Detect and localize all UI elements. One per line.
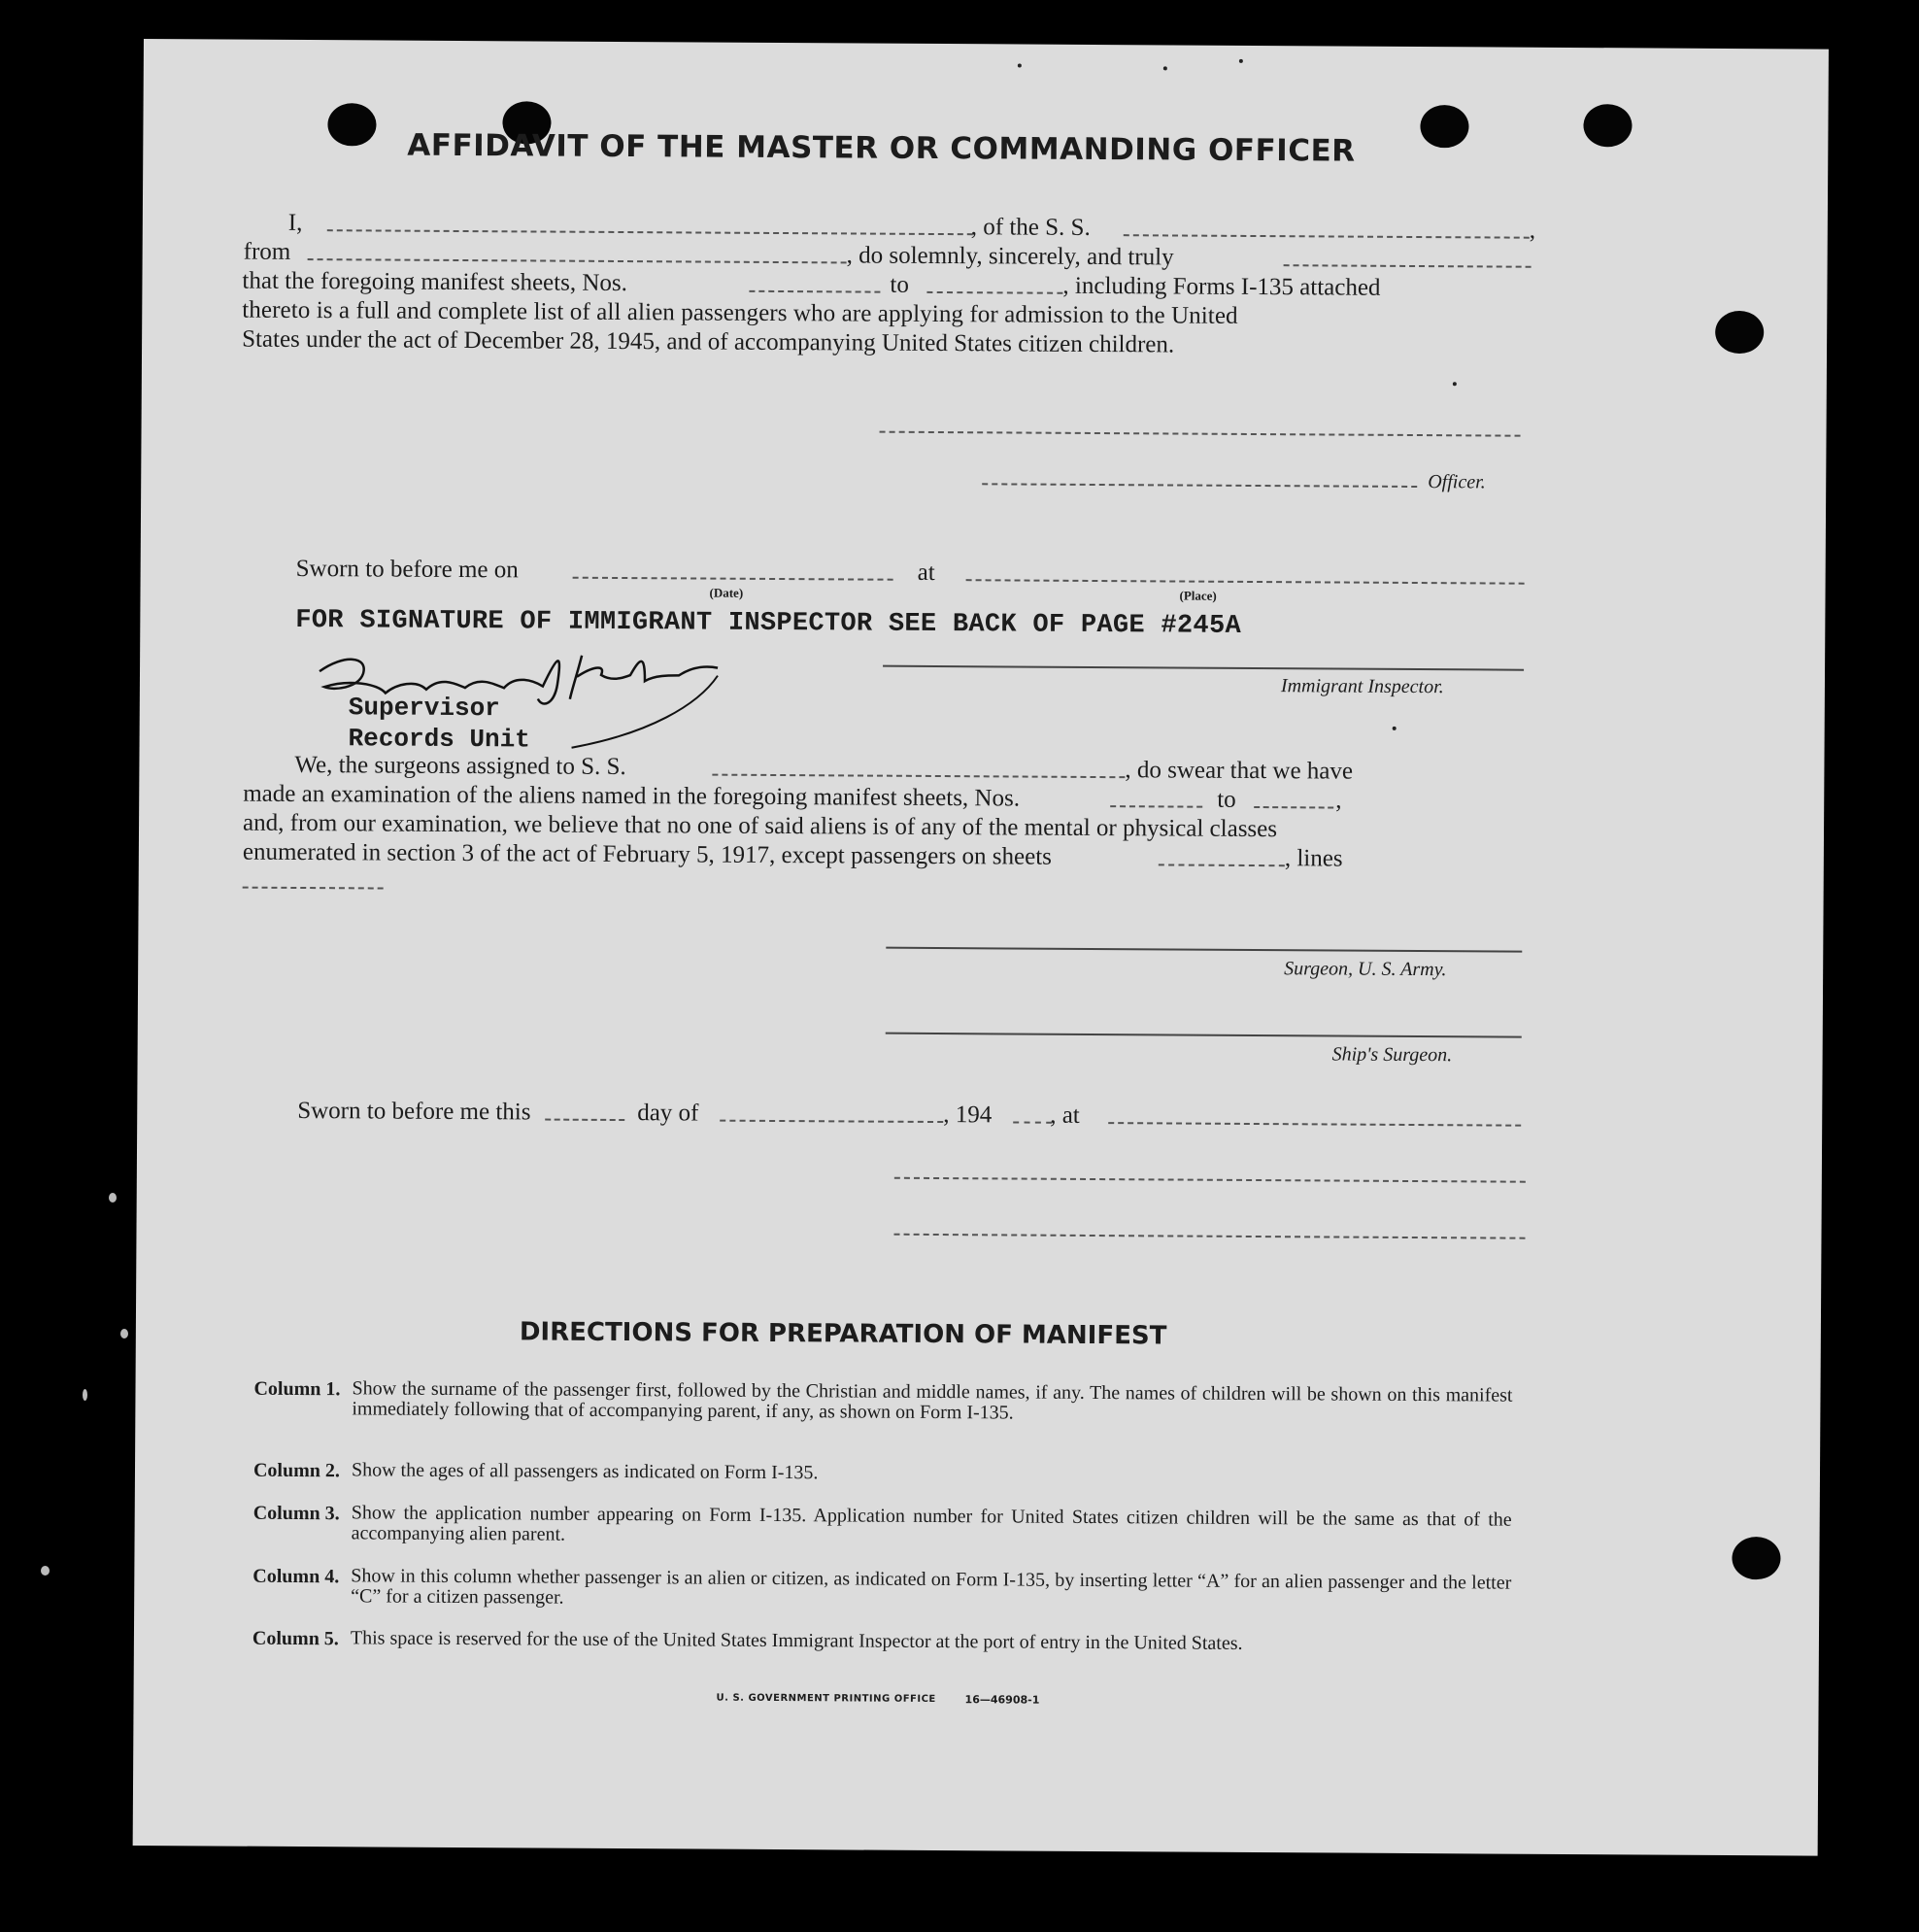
directions-col1-text: Show the surname of the passenger first, followed by the Christian and middle names, if any. The names of children will be shown on this manifest immediately following that of accompanying parent, if any, as shown on Form I-135.: [352, 1377, 1513, 1424]
punch-hole: [1715, 311, 1764, 354]
sworn2-day-field[interactable]: [545, 1119, 624, 1122]
except-sheets-field[interactable]: [1159, 864, 1285, 866]
army-surgeon-label: Surgeon, U. S. Army.: [1284, 958, 1447, 981]
from-port-field[interactable]: [308, 258, 847, 263]
affidavit-solemnly: , do solemnly, sincerely, and truly: [846, 242, 1174, 271]
master-name-field[interactable]: [327, 229, 973, 235]
directions-title: DIRECTIONS FOR PREPARATION OF MANIFEST: [519, 1317, 1167, 1351]
records-unit: Records Unit: [348, 724, 530, 755]
truly-field[interactable]: [1284, 264, 1532, 268]
sworn2-year-field[interactable]: [1013, 1121, 1052, 1123]
punch-hole: [1420, 105, 1468, 148]
inspector-stamp: FOR SIGNATURE OF IMMIGRANT INSPECTOR SEE BACK OF PAGE #245A: [295, 605, 1242, 641]
speck: [1453, 382, 1457, 386]
margin-speck: [109, 1193, 117, 1203]
surgeons-sheet-to-field[interactable]: [1254, 806, 1333, 809]
ship-surgeon-label: Ship's Surgeon.: [1331, 1043, 1453, 1067]
margin-speck: [83, 1389, 87, 1401]
place-label: (Place): [1179, 588, 1217, 603]
surgeons-line3: and, from our examination, we believe that no one of said aliens is of any of the mental or physical classes: [242, 809, 1278, 843]
ship-surgeon-signature-line[interactable]: [886, 1033, 1522, 1038]
officer-label: Officer.: [1428, 471, 1486, 493]
sworn-place-field[interactable]: [966, 579, 1525, 585]
sworn2-signature-line-2[interactable]: [893, 1234, 1525, 1239]
date-label: (Date): [709, 585, 744, 600]
form-page: [133, 39, 1829, 1856]
supervisor-title: Supervisor: [348, 693, 500, 724]
margin-speck: [41, 1566, 50, 1576]
sworn-at: at: [917, 559, 935, 586]
affidavit-of-ss: , of the S. S.: [970, 214, 1091, 241]
sworn2-place-field[interactable]: [1108, 1122, 1521, 1127]
sworn2-at: , at: [1050, 1102, 1080, 1129]
directions-col2-label: Column 2.: [252, 1459, 340, 1482]
form-code: 16—46908-1: [964, 1693, 1040, 1707]
margin-speck: [120, 1329, 128, 1339]
sworn-before-this: Sworn to before me this: [297, 1097, 531, 1126]
sworn2-year: , 194: [943, 1102, 993, 1129]
speck: [1018, 63, 1022, 67]
surgeons-line1-start: We, the surgeons assigned to S. S.: [294, 751, 626, 781]
inspector-signature-line[interactable]: [883, 665, 1524, 671]
surgeons-to: to: [1217, 786, 1236, 813]
directions-col5-text: This space is reserved for the use of the United States Immigrant Inspector at the port of entry in the United States.: [350, 1627, 1243, 1654]
affidavit-line5: States under the act of December 28, 1945, and of accompanying United States citizen children.: [242, 325, 1175, 358]
ship-name-field[interactable]: [1124, 234, 1530, 239]
directions-col1-label: Column 1.: [253, 1377, 341, 1401]
surgeons-line1-end: , do swear that we have: [1125, 757, 1354, 785]
sworn-before-on: Sworn to before me on: [295, 555, 519, 584]
officer-signature-line-2[interactable]: [982, 483, 1417, 488]
army-surgeon-signature-line[interactable]: [886, 947, 1522, 953]
affidavit-including: , including Forms I-135 attached: [1062, 272, 1381, 301]
affidavit-comma: ,: [1529, 217, 1536, 244]
sheet-nos-to-field[interactable]: [926, 291, 1062, 294]
directions-col4-label: Column 4.: [252, 1565, 340, 1588]
sworn-date-field[interactable]: [573, 577, 893, 581]
affidavit-title: AFFIDAVIT OF THE MASTER OR COMMANDING OFFICER: [407, 127, 1356, 169]
inspector-label: Immigrant Inspector.: [1280, 675, 1444, 698]
printer-imprint: U. S. GOVERNMENT PRINTING OFFICE: [716, 1692, 936, 1706]
punch-hole: [1583, 104, 1632, 147]
sheet-nos-from-field[interactable]: [749, 290, 880, 293]
punch-hole: [327, 103, 376, 146]
affidavit-line4: thereto is a full and complete list of all alien passengers who are applying for admission to the United: [242, 296, 1238, 329]
sworn2-month-field[interactable]: [720, 1120, 943, 1123]
surgeons-comma: ,: [1335, 787, 1342, 814]
affidavit-manifest-sheets: that the foregoing manifest sheets, Nos.: [242, 267, 627, 297]
surgeons-line2-start: made an examination of the aliens named in the foregoing manifest sheets, Nos.: [243, 780, 1021, 812]
except-lines-field[interactable]: [243, 887, 384, 890]
affidavit-to: to: [890, 271, 910, 298]
surgeons-lines: , lines: [1284, 845, 1343, 872]
directions-col2-text: Show the ages of all passengers as indicated on Form I-135.: [351, 1459, 819, 1484]
directions-col4-text: Show in this column whether passenger is an alien or citizen, as indicated on Form I-135, by inserting letter “A” for an alien passenger and the letter “C” for a citizen passenger.: [351, 1565, 1512, 1609]
speck: [1393, 727, 1397, 730]
directions-col3-label: Column 3.: [252, 1502, 340, 1525]
surgeons-line4-start: enumerated in section 3 of the act of February 5, 1917, except passengers on sheets: [242, 838, 1053, 870]
directions-col5-label: Column 5.: [252, 1627, 339, 1650]
affidavit-i: I,: [287, 209, 303, 237]
sworn2-signature-line-1[interactable]: [894, 1177, 1526, 1183]
punch-hole: [1732, 1537, 1780, 1579]
surgeons-sheet-from-field[interactable]: [1110, 805, 1202, 808]
surgeons-ship-field[interactable]: [712, 774, 1125, 779]
directions-col3-text: Show the application number appearing on Form I-135. Application number for United States citizen children will be the same as that of the accompanying alien parent.: [351, 1502, 1512, 1545]
affidavit-from: from: [243, 238, 291, 265]
speck: [1239, 59, 1243, 63]
officer-signature-line-1[interactable]: [880, 431, 1521, 437]
speck: [1163, 66, 1167, 70]
sworn2-day-of: day of: [637, 1100, 699, 1127]
